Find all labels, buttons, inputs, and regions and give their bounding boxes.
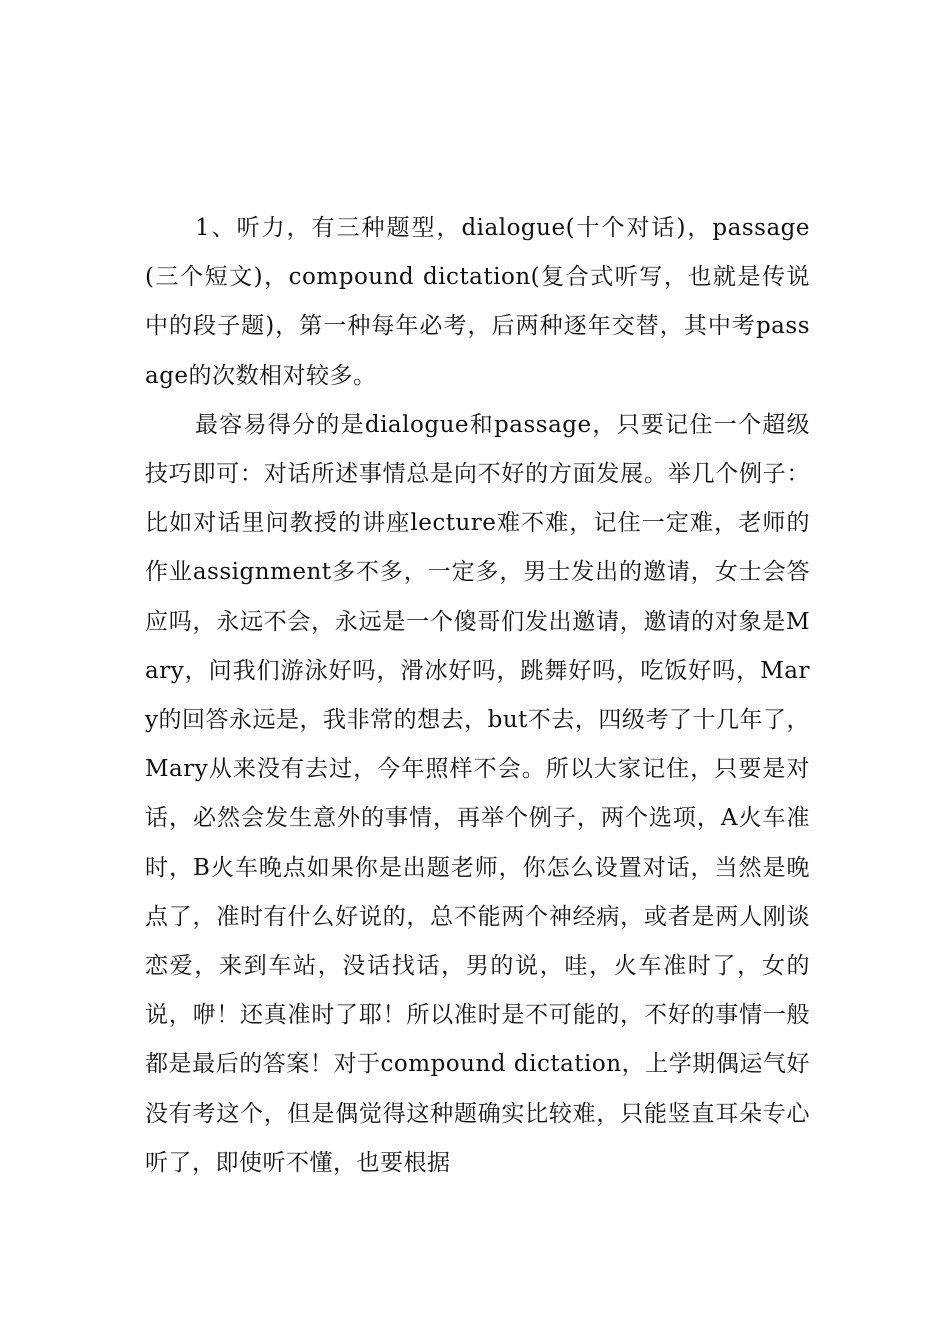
paragraph-listening-types: 1、听力，有三种题型，dialogue(十个对话)，passage(三个短文)，compound dictation(复合式听写，也就是传说中的段子题)，第一种每年必考，后两种逐年交替，其中考passage的次数相对较多。 [145,215,810,389]
paragraph-listening-tips: 最容易得分的是dialogue和passage，只要记住一个超级技巧即可：对话所述事情总是向不好的方面发展。举几个例子：比如对话里问教授的讲座lecture难不难，记住一定难，老师的作业assignment多不多，一定多，男士发出的邀请，女士会答应吗，永远不会，永远是一个傻哥们发出邀请，邀请的对象是Mary，问我们游泳好吗，滑冰好吗，跳舞好吗，吃饭好吗，Mary的回答永远是，我非常的想去，but不去，四级考了十几年了，Mary从来没有去过，今年照样不会。所以大家记住，只要是对话，必然会发生意外的事情，再举个例子，两个选项，A火车准时，B火车晚点如果你是出题老师，你怎么设置对话，当然是晚点了，准时有什么好说的，总不能两个神经病，或者是两人刚谈恋爱，来到车站，没话找话，男的说，哇，火车准时了，女的说，咿！还真准时了耶！所以准时是不可能的，不好的事情一般都是最后的答案！对于compound dictation，上学期偶运气好没有考这个，但是偶觉得这种题确实比较难，只能竖直耳朵专心听了，即使听不懂，也要根据 [145,411,810,1176]
document-body [145,204,810,1188]
